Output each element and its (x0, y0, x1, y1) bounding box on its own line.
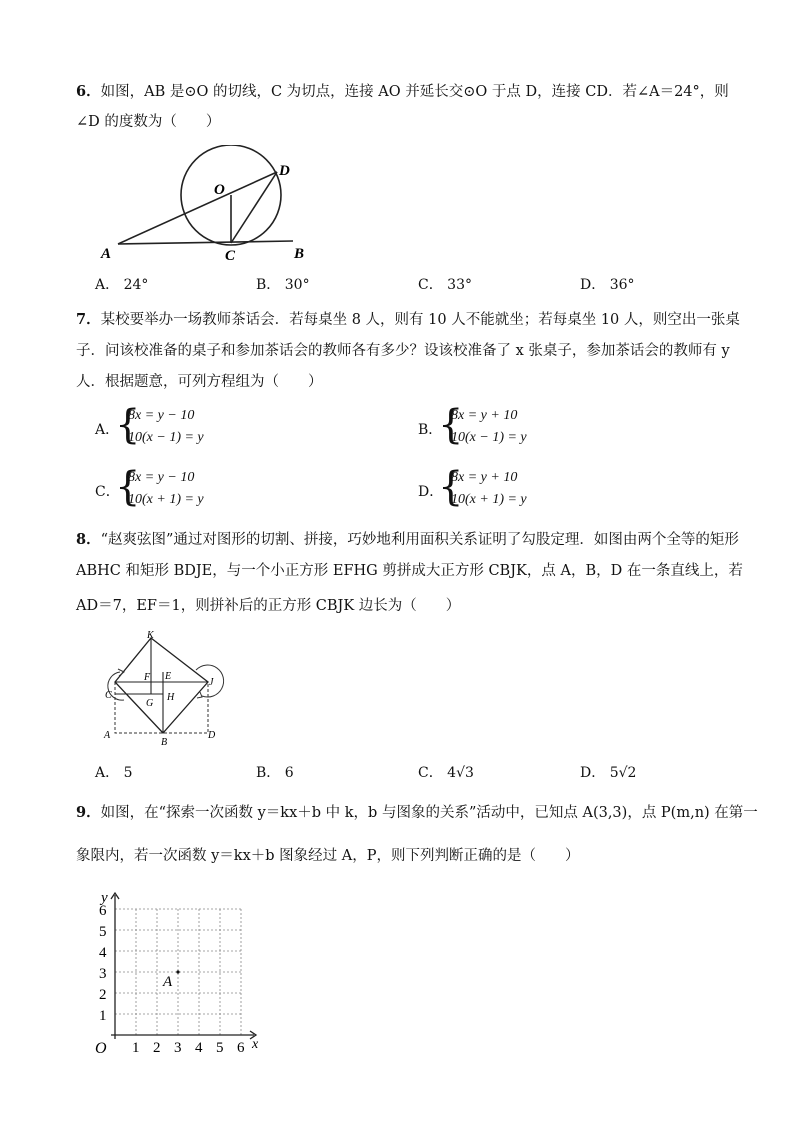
q7-option-d-letter[interactable]: D． (418, 484, 444, 500)
q9-x-label: x (252, 1037, 259, 1052)
q6-option-b[interactable] (256, 275, 310, 295)
q7-option-c-eq1: 8x = y − 10 (128, 470, 195, 485)
q8-option-b[interactable] (256, 763, 294, 783)
q9-coordinate-figure (88, 888, 278, 1058)
q8-stem-3: AD＝7，EF＝1，则拼补后的正方形 CBJK 边长为（ ） (76, 598, 461, 614)
q6-label-b: B (294, 246, 305, 262)
q8-stem-1: “赵爽弦图”通过对图形的切割、拼接，巧妙地利用面积关系证明了勾股定理．如图由两个全等的矩形 (100, 532, 739, 548)
q6-option-a[interactable] (95, 275, 148, 295)
q6-option-b-text: 30° (284, 277, 310, 293)
q9-x-tick-label: 6 (237, 1040, 245, 1056)
q6-option-d[interactable] (580, 275, 635, 295)
q8-option-d[interactable] (580, 763, 636, 783)
q6-label-o: O (214, 182, 225, 198)
q6-number: 6． (76, 83, 101, 100)
q9-point-a (176, 970, 179, 973)
q7-option-a-eq2: 10(x − 1) = y (128, 430, 204, 445)
q8-stem-2: ABHC 和矩形 BDJE，与一个小正方形 EFHG 剪拼成大正方形 CBJK，点 A，B，D 在一条直线上，若 (76, 563, 743, 579)
q8-big-square (115, 638, 208, 733)
q9-number: 9． (76, 804, 101, 821)
q9-stem-2: 象限内，若一次函数 y＝kx＋b 图象经过 A，P，则下列判断正确的是（ ） (76, 848, 580, 864)
q7-number: 7． (76, 311, 101, 328)
q7-option-c-eq2: 10(x + 1) = y (128, 492, 204, 507)
q7-option-a-brace: { (115, 402, 141, 448)
q8-option-a-letter: A． (95, 765, 120, 781)
q8-label-f: F (144, 672, 151, 683)
q9-x-tick-label: 2 (153, 1040, 161, 1056)
q8-label-j: J (209, 677, 214, 688)
q9-x-tick-label: 1 (132, 1040, 140, 1056)
q8-label-c: C (105, 690, 112, 701)
q9-y-tick-label: 1 (99, 1008, 107, 1024)
q9-y-tick-label: 3 (99, 966, 107, 982)
q8-option-d-text: 5√2 (609, 765, 637, 781)
q8-option-b-text: 6 (284, 765, 294, 781)
q9-x-tick-label: 4 (195, 1040, 203, 1056)
q8-zhaoshuang-figure (90, 628, 235, 750)
q6-label-c: C (225, 248, 236, 264)
q9-point-a-label: A (163, 974, 173, 990)
q7-stem-2: 子．问该校准备的桌子和参加茶话会的教师各有多少？设该校准备了 x 张桌子，参加茶话会的教师有 y (76, 343, 730, 359)
q8-option-a[interactable] (95, 763, 133, 783)
q6-option-c[interactable] (418, 275, 472, 295)
q6-option-a-text: 24° (123, 277, 149, 293)
q9-y-tick-label: 6 (99, 903, 107, 919)
q8-label-k: K (147, 630, 154, 641)
q7-option-c-letter[interactable]: C． (95, 484, 120, 500)
q6-option-b-letter: B． (256, 277, 281, 293)
q6-tangent-ab (118, 241, 293, 244)
q9-x-tick-label: 3 (174, 1040, 182, 1056)
q7-option-b-system (451, 405, 527, 449)
q7-option-b-brace: { (438, 402, 464, 448)
q9-stem-1: 如图，在“探索一次函数 y＝kx＋b 中 k，b 与图象的关系”活动中，已知点 A(3,3)，点 P(m,n) 在第一 (100, 805, 758, 821)
q7-option-c-brace: { (115, 464, 141, 510)
q8-option-c-letter: C． (418, 765, 443, 781)
q9-origin-label: O (95, 1040, 107, 1057)
q8-label-g: G (146, 698, 154, 709)
q8-option-d-letter: D． (580, 765, 606, 781)
q8-label-h: H (167, 692, 175, 703)
q8-label-d: D (208, 730, 216, 741)
q9-y-tick-label: 5 (99, 924, 107, 940)
q7-option-c-system (128, 467, 204, 511)
q6-option-d-letter: D． (580, 277, 606, 293)
q6-stem-1: 如图，AB 是⊙O 的切线，C 为切点，连接 AO 并延长交⊙O 于点 D，连接 CD．若∠A＝24°，则 (100, 84, 729, 100)
q8-label-e: E (165, 671, 172, 682)
q9-y-label: y (101, 890, 108, 906)
q8-option-c-text: 4√3 (447, 765, 474, 781)
q8-line1 (76, 530, 739, 550)
q7-option-d-system (451, 467, 527, 511)
q7-option-a-eq1: 8x = y − 10 (128, 408, 195, 423)
q6-option-a-letter: A． (95, 277, 120, 293)
q8-option-c[interactable] (418, 763, 474, 783)
q6-label-a: A (101, 246, 112, 262)
q6-label-d: D (279, 163, 290, 179)
q6-stem-2: ∠D 的度数为（ ） (76, 114, 221, 130)
q7-line1 (76, 310, 740, 330)
q6-line1 (76, 82, 729, 102)
q8-dashed-rect (115, 682, 208, 733)
q7-option-d-eq2: 10(x + 1) = y (451, 492, 527, 507)
q7-option-d-brace: { (438, 464, 464, 510)
q9-y-tick-label: 2 (99, 987, 107, 1003)
q7-stem-3: 人．根据题意，可列方程组为（ ） (76, 374, 323, 390)
q7-option-a-letter[interactable]: A． (95, 422, 120, 438)
q6-option-c-letter: C． (418, 277, 443, 293)
q8-number: 8． (76, 531, 101, 548)
q9-x-tick-label: 5 (216, 1040, 224, 1056)
q6-option-d-text: 36° (609, 277, 635, 293)
q7-option-a-system (128, 405, 204, 449)
q8-label-b: B (161, 737, 168, 748)
q7-option-d-eq1: 8x = y + 10 (451, 470, 518, 485)
q8-option-a-text: 5 (123, 765, 133, 781)
q8-option-b-letter: B． (256, 765, 281, 781)
q6-circle-figure (95, 145, 320, 265)
q7-option-b-eq2: 10(x − 1) = y (451, 430, 527, 445)
q6-option-c-text: 33° (447, 277, 472, 293)
q8-label-a: A (104, 730, 111, 741)
q7-option-b-eq1: 8x = y + 10 (451, 408, 518, 423)
q7-stem-1: 某校要举办一场教师茶话会．若每桌坐 8 人，则有 10 人不能就坐；若每桌坐 10 人，则空出一张桌 (100, 312, 740, 328)
q9-line1 (76, 803, 758, 823)
q7-option-b-letter[interactable]: B． (418, 422, 443, 438)
q9-y-tick-label: 4 (99, 945, 107, 961)
